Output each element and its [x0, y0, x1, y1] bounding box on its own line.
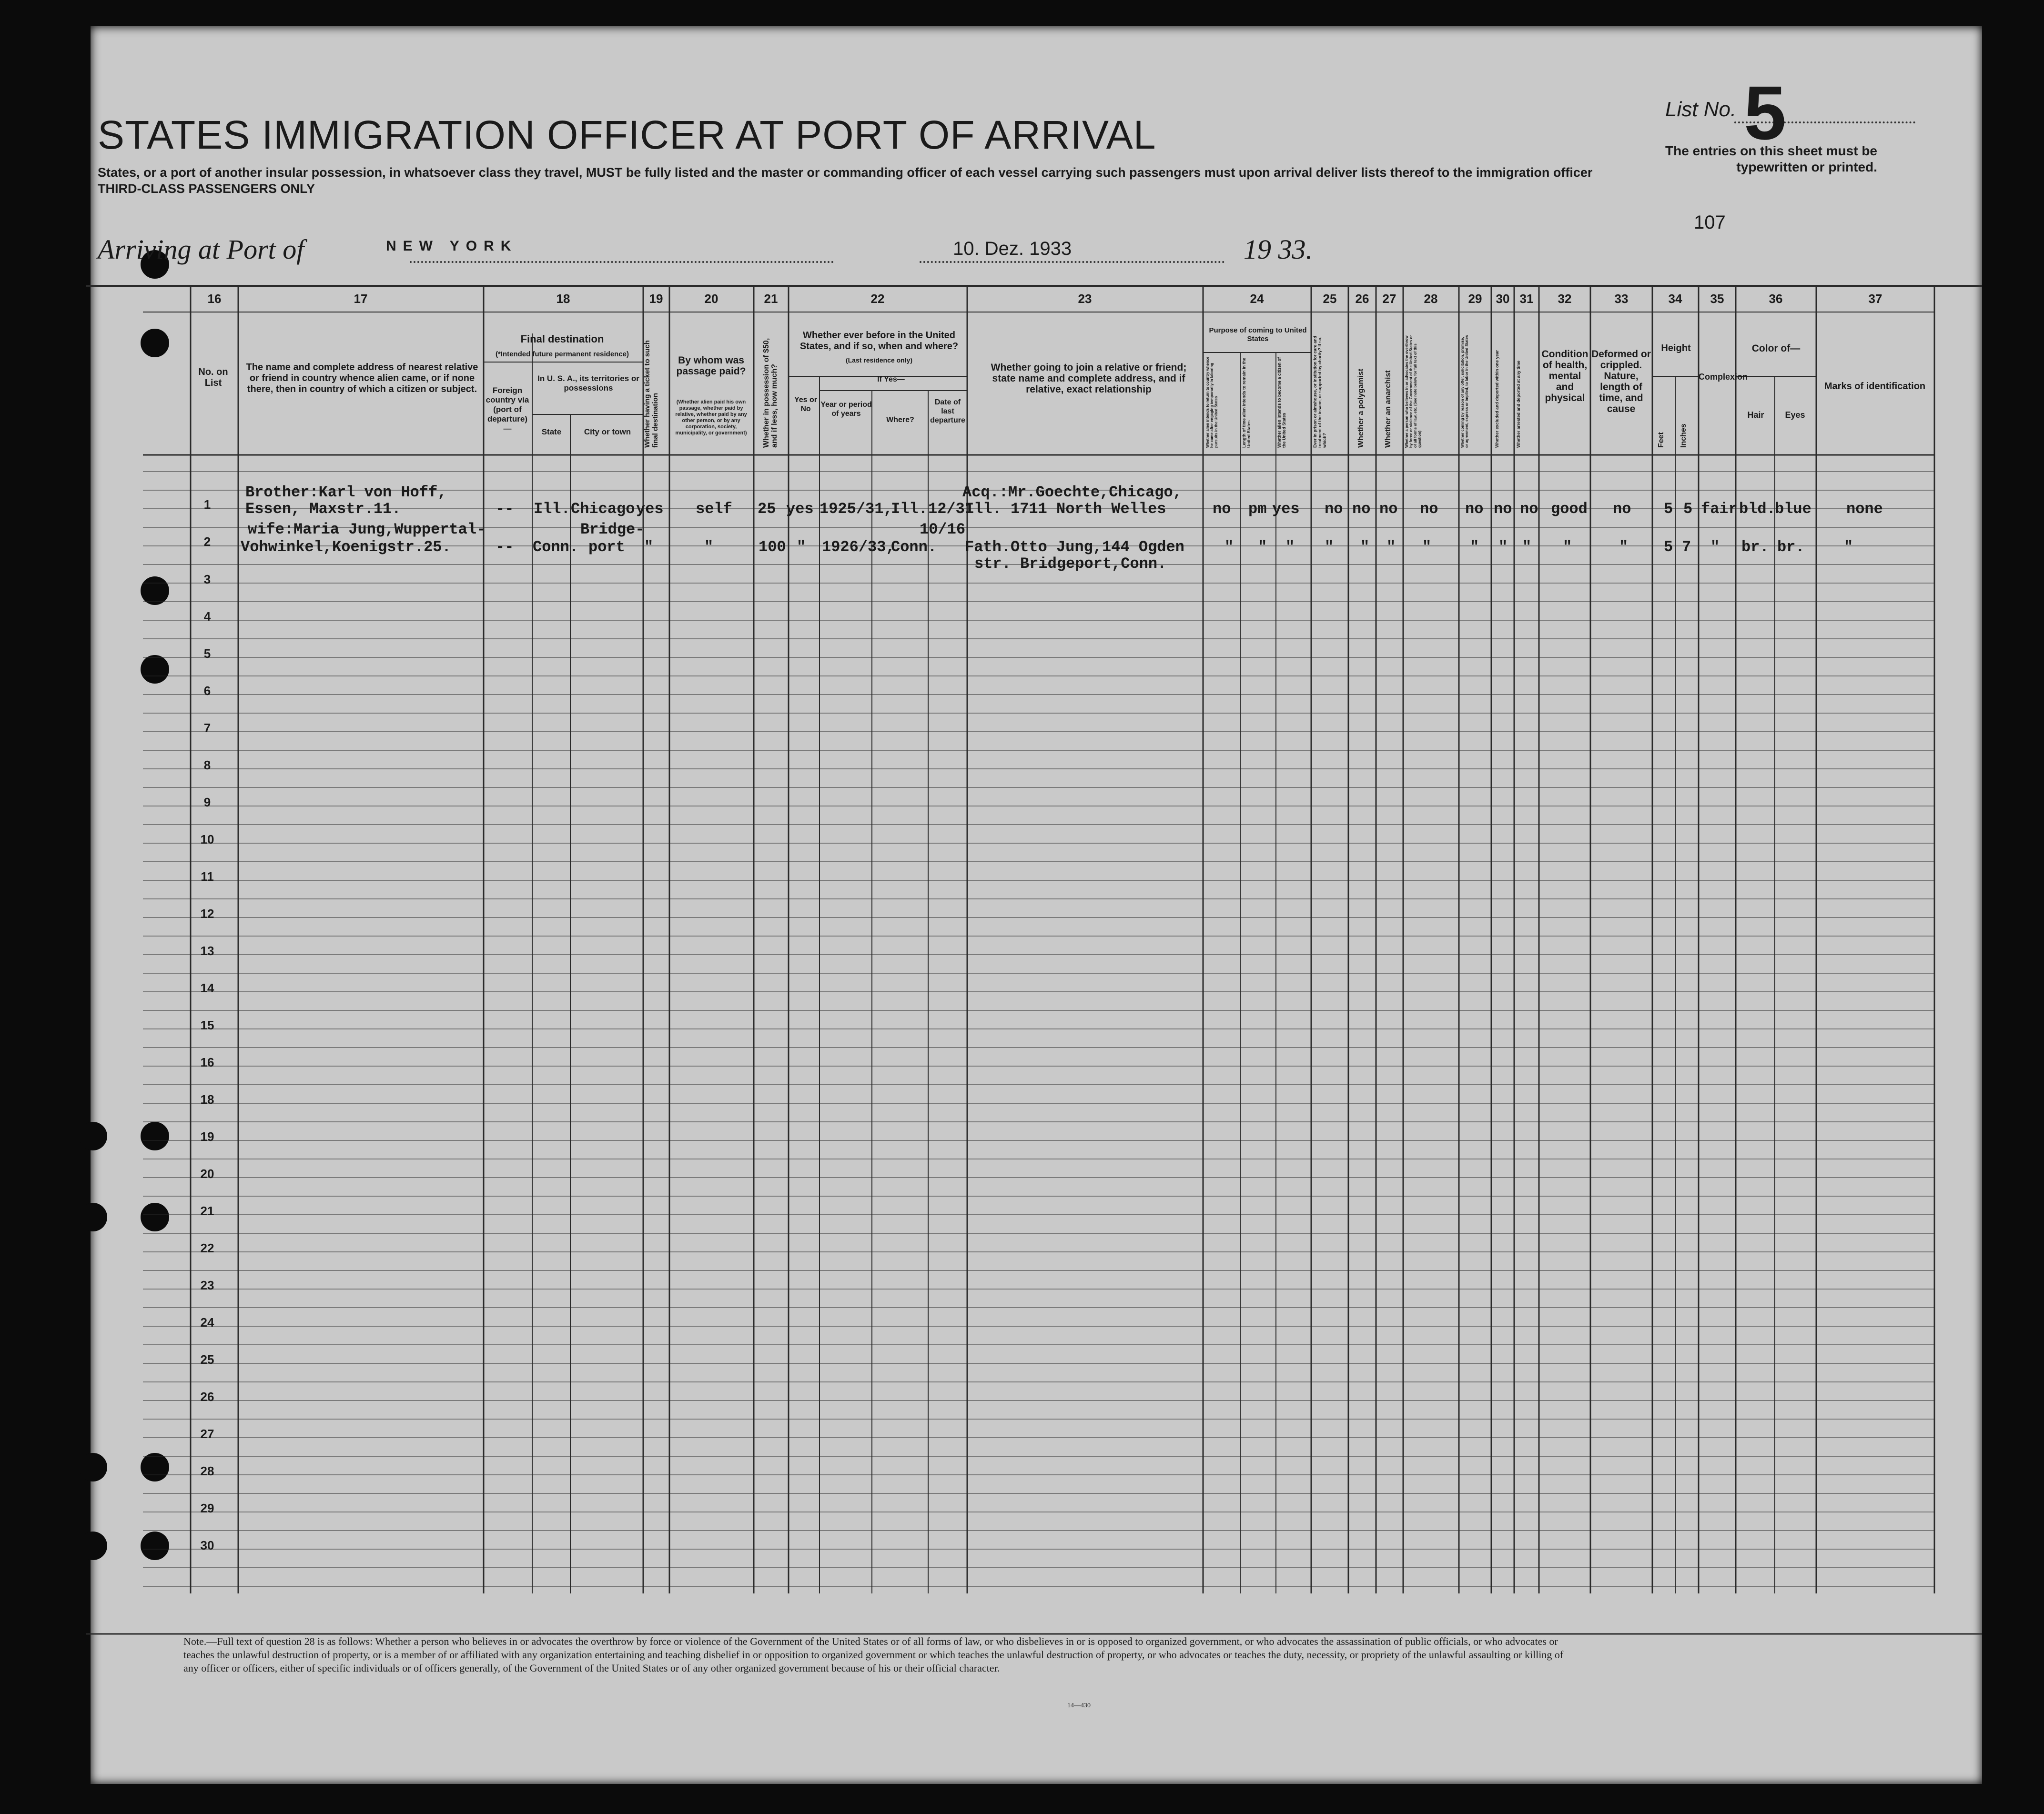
- column-number: 21: [764, 292, 778, 306]
- before-in-us: ": [797, 538, 806, 556]
- col24-title: Purpose of coming to United States: [1209, 326, 1307, 343]
- column-number: 24: [1250, 292, 1264, 306]
- health: good: [1551, 500, 1588, 518]
- last-departure: 12/31: [928, 500, 974, 518]
- col21-header: Whether in possession of $50, and if less, how much?: [762, 338, 779, 448]
- ticket: ": [644, 538, 654, 556]
- citizen: yes: [1272, 500, 1300, 518]
- column-number: 17: [354, 292, 368, 306]
- foreign-via: --: [496, 500, 514, 518]
- col23-header: Whether going to join a relative or friend; state name and complete address, and if relative, exact relationship: [991, 362, 1187, 395]
- list-label: List No.: [1665, 98, 1737, 121]
- q29: no: [1465, 500, 1484, 518]
- column-number: 26: [1355, 292, 1369, 306]
- column-number: 18: [556, 292, 570, 306]
- row-number: 25: [200, 1352, 214, 1367]
- col22-note: (Last residence only): [845, 356, 913, 364]
- q31: ": [1522, 538, 1532, 556]
- row-number: 18: [200, 1092, 214, 1107]
- form-number: 14—430: [1067, 1702, 1091, 1709]
- row-number: 27: [200, 1427, 214, 1441]
- col34-header: Height: [1661, 343, 1691, 353]
- eyes: blue: [1775, 500, 1811, 518]
- length: ": [1258, 538, 1267, 556]
- row-number: 4: [203, 609, 211, 624]
- col33-header: Deformed or crippled. Nature, length of time, and cause: [1591, 349, 1651, 414]
- citizen: ": [1285, 538, 1295, 556]
- col18-foreign: Foreign country via (port of departure)—: [486, 386, 529, 433]
- column-number: 31: [1519, 292, 1534, 306]
- col27-header: Whether an anarchist: [1384, 370, 1392, 448]
- length: pm: [1248, 500, 1267, 518]
- health: ": [1563, 538, 1572, 556]
- money: 100: [759, 538, 786, 556]
- page-title: STATES IMMIGRATION OFFICER AT PORT OF ARRIVAL: [98, 112, 1156, 157]
- row-number: 7: [203, 721, 211, 735]
- eyes: br.: [1777, 538, 1805, 556]
- dest-state: Conn.: [533, 538, 579, 556]
- row-number: 20: [200, 1167, 214, 1181]
- deformed: no: [1613, 500, 1631, 518]
- col36-header: Color of—: [1751, 343, 1801, 354]
- polygamist: no: [1352, 500, 1371, 518]
- relative-address: Brother:Karl von Hoff,: [245, 484, 447, 501]
- list-number: 5: [1744, 70, 1786, 155]
- col20-header: By whom was passage paid?: [676, 355, 746, 377]
- row-number: 16: [200, 1055, 214, 1069]
- height-feet: 5: [1664, 538, 1673, 556]
- prison: no: [1325, 500, 1343, 518]
- row-number: 26: [200, 1390, 214, 1404]
- row-number: 19: [200, 1129, 214, 1144]
- col22-where: Where?: [886, 416, 914, 424]
- col34-inches: Inches: [1680, 423, 1688, 448]
- col22-ifyes: If Yes—: [877, 375, 905, 383]
- marks: none: [1846, 500, 1883, 518]
- prison: ": [1325, 538, 1334, 556]
- row-number: 24: [200, 1315, 214, 1330]
- col16-header: No. on List: [198, 367, 228, 388]
- joining: Ill. 1711 North Welles: [965, 500, 1166, 518]
- where: Conn.: [891, 538, 937, 556]
- row-number: 28: [200, 1464, 214, 1478]
- where: Ill.: [891, 500, 928, 518]
- years: 1925/31,: [820, 500, 893, 518]
- row-number: 30: [200, 1538, 214, 1552]
- col22-title: Whether ever before in the United States, and if so, when and where?: [799, 330, 959, 352]
- column-number: 32: [1558, 292, 1572, 306]
- years: 1926/33,: [822, 538, 895, 556]
- col30-header: Whether excluded and deported within one year: [1495, 350, 1499, 448]
- row-number: 21: [200, 1204, 214, 1218]
- col24a-header: Whether alien intends to return to country whence he came after engaging temporarily in laboring pursuits in the United States: [1205, 356, 1218, 448]
- polygamist: ": [1360, 538, 1370, 556]
- column-number: 33: [1614, 292, 1629, 306]
- column-number: 36: [1769, 292, 1783, 306]
- column-number: 22: [870, 292, 885, 306]
- column-number: 19: [649, 292, 663, 306]
- column-number: 37: [1868, 292, 1882, 306]
- column-number: 34: [1668, 292, 1682, 306]
- height-feet: 5: [1664, 500, 1673, 518]
- col17-header: The name and complete address of nearest relative or friend in country whence alien came, or if none there, then in country of which a citizen or subject.: [246, 362, 478, 394]
- marks: ": [1844, 538, 1853, 556]
- dest-state: Ill.: [534, 500, 570, 518]
- joining: str. Bridgeport,Conn.: [974, 555, 1167, 573]
- col24c-header: Whether alien intends to become a citizen of the United States: [1277, 357, 1286, 448]
- col31-header: Whether arrested and deported at any time: [1516, 360, 1521, 448]
- row-number: 14: [200, 981, 214, 995]
- relative-address: Vohwinkel,Koenigstr.25.: [241, 538, 451, 556]
- height-inches: 5: [1683, 500, 1693, 518]
- row-number: 12: [200, 907, 214, 921]
- row-number: 10: [200, 832, 214, 847]
- col22-date: Date of last departure: [930, 398, 965, 424]
- col19-header: Whether having a ticket to such final destination: [643, 340, 659, 448]
- column-number: 23: [1078, 292, 1092, 306]
- col18-city: City or town: [584, 427, 631, 436]
- row-number: 29: [200, 1501, 214, 1515]
- column-number: 28: [1424, 292, 1438, 306]
- page-number: 107: [1694, 212, 1726, 233]
- q30: no: [1494, 500, 1512, 518]
- relative-address: Essen, Maxstr.11.: [245, 500, 401, 518]
- col35-header: Complexion: [1699, 372, 1748, 382]
- joining: Fath.Otto Jung,144 Ogden: [965, 538, 1184, 556]
- relative-address: wife:Maria Jung,Wuppertal-: [248, 521, 486, 538]
- dest-city: Chicago: [571, 500, 635, 518]
- col18-usa: In U. S. A., its territories or possessions: [537, 374, 639, 393]
- arriving-label: Arriving at Port of: [98, 234, 304, 265]
- col24b-header: Length of time alien intends to remain in the United States: [1242, 357, 1251, 448]
- row-number: 1: [203, 497, 211, 512]
- col29-header: Whether coming by reason of any offer, solicitation, promise, or agreement, express or implied, to labor in the United States: [1460, 335, 1469, 448]
- joining: Acq.:Mr.Goechte,Chicago,: [962, 484, 1182, 501]
- row-number: 13: [200, 944, 214, 958]
- complexion: ": [1710, 538, 1720, 556]
- hair: br.: [1741, 538, 1769, 556]
- column-number: 35: [1710, 292, 1724, 306]
- dest-city: Bridge-: [580, 521, 645, 538]
- money: 25: [758, 500, 776, 518]
- col34-feet: Feet: [1657, 432, 1665, 448]
- before-in-us: yes: [786, 500, 814, 518]
- last-departure: 10/16: [920, 521, 966, 538]
- row-number: 23: [200, 1278, 214, 1292]
- column-number: 20: [704, 292, 718, 306]
- entries-note: The entries on this sheet must be typewritten or printed.: [1665, 143, 1877, 174]
- col36-hair: Hair: [1747, 410, 1764, 420]
- col20-note: (Whether alien paid his own passage, whether paid by relative, whether paid by any other person, or by any corporation, society, municipality, or government): [675, 399, 747, 436]
- hair: bld.: [1739, 500, 1776, 518]
- row-number: 5: [203, 646, 211, 661]
- col36-eyes: Eyes: [1785, 410, 1805, 420]
- col18-title: Final destination: [520, 333, 604, 345]
- row-number: 11: [201, 869, 214, 884]
- anarchist: ": [1386, 538, 1396, 556]
- col18-note: (*Intended future permanent residence): [495, 350, 629, 358]
- row-number: 22: [200, 1241, 214, 1255]
- col22-yesno: Yes or No: [794, 396, 818, 413]
- year-label: 19 33.: [1244, 234, 1313, 265]
- paid-by: self: [696, 500, 732, 518]
- port-name: NEW YORK: [386, 238, 518, 254]
- row-number: 3: [203, 572, 211, 586]
- question-28-note: Note.—Full text of question 28 is as follows: Whether a person who believes in or advocates the overthrow by force or violence of the Government of the United States or of all forms of law, or who disbelieves in or is opposed to organized government, or who advocates the assassination of public officials, or who advocates or teaches the unlawful destruction of property, or is a member of or affiliated with any organization entertaining and teaching disbelief in or opposition to organized government or which teaches the unlawful destruction of property, or who advocates or teaches the duty, necessity, or propriety of the unlawful assaulting or killing of any officer or officers, either of specific individuals or of officers generally, of the Government of the United States or of any other organized government because of his or their official character.: [183, 1635, 1564, 1674]
- col28-header: Whether a person who believes in or advocates the overthrow by force or violence of the Government of the United States or of all forms of law, etc. (See note below for full text of this question): [1405, 335, 1422, 448]
- subtitle-line: States, or a port of another insular possession, in whatsoever class they travel, MUST be fully listed and the master or commanding officer of each vessel carrying such passengers must upon arrival deliver lists thereof to the immigration officer: [98, 165, 1593, 180]
- dest-city: port: [588, 538, 625, 556]
- row-number: 8: [203, 758, 211, 772]
- q31: no: [1520, 500, 1538, 518]
- row-number: 9: [203, 795, 211, 809]
- row-number: 15: [200, 1018, 214, 1032]
- subtitle-class: THIRD-CLASS PASSENGERS ONLY: [98, 181, 315, 196]
- col37-header: Marks of identification: [1824, 381, 1926, 392]
- column-number: 25: [1323, 292, 1337, 306]
- deformed: ": [1619, 538, 1629, 556]
- return: ": [1224, 538, 1234, 556]
- anarchist: no: [1379, 500, 1398, 518]
- column-number: 27: [1382, 292, 1396, 306]
- q29: ": [1470, 538, 1479, 556]
- height-inches: 7: [1682, 538, 1691, 556]
- col25-header: Ever in prison or almshouse, or institution for care and treatment of the insane, or supported by charity? If so, which?: [1313, 335, 1327, 448]
- return: no: [1213, 500, 1231, 518]
- column-number: 30: [1496, 292, 1510, 306]
- col32-header: Condition of health, mental and physical: [1541, 349, 1589, 403]
- q30: ": [1498, 538, 1508, 556]
- col22-year: Year or period of years: [820, 401, 872, 418]
- col26-header: Whether a polygamist: [1357, 368, 1365, 448]
- paid-by: ": [704, 538, 714, 556]
- q28: ": [1422, 538, 1432, 556]
- ticket: yes: [636, 500, 664, 518]
- complexion: fair: [1701, 500, 1738, 518]
- row-number: 6: [203, 684, 211, 698]
- foreign-via: --: [496, 538, 514, 556]
- q28: no: [1420, 500, 1438, 518]
- col18-state: State: [541, 427, 562, 436]
- column-number: 29: [1468, 292, 1482, 306]
- column-number: 16: [207, 292, 222, 306]
- row-number: 2: [203, 534, 211, 549]
- arrival-date: 10. Dez. 1933: [953, 238, 1072, 259]
